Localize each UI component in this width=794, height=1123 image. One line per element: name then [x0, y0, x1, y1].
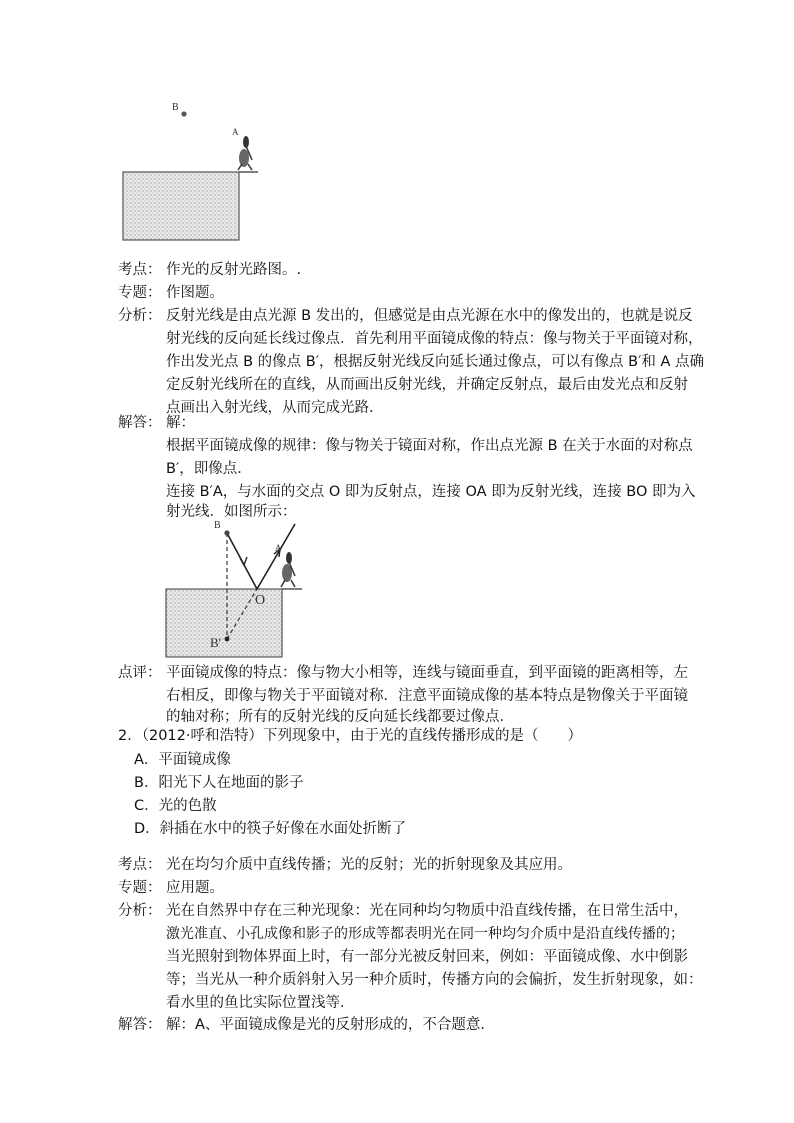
q1-fenxi-line: 作出发光点 B 的像点 B′，根据反射光线反向延长通过像点，可以有像点 B′和 A 点确	[166, 354, 704, 370]
q2-kaodian-text: 光在均匀介质中直线传播；光的反射；光的折射现象及其应用。	[166, 857, 572, 873]
q1-fenxi-line: 定反射光线所在的直线，从而画出反射光线，并确定反射点，最后由发光点和反射	[166, 377, 688, 393]
point-source-B	[181, 111, 186, 116]
q1-dianping-label: 点评：	[118, 665, 162, 681]
q1-jieda-label: 解答：	[118, 415, 162, 431]
label-O: O	[255, 593, 266, 608]
q2-fenxi-line: 等；当光从一种介质斜射入另一种介质时，传播方向的会偏折，发生折射现象，如：	[166, 972, 703, 988]
label-B: B	[172, 102, 179, 113]
q1-kaodian-label: 考点：	[118, 262, 162, 278]
q1-dianping-line: 的轴对称；所有的反射光线的反向延长线都要过像点．	[166, 709, 514, 725]
q1-zhuanti-label: 专题：	[118, 285, 162, 301]
q2-fenxi-line: 当光照射到物体界面上时，有一部分光被反射回来，例如：平面镜成像、水中倒影	[166, 949, 688, 965]
label-A: A	[275, 543, 282, 553]
q2-fenxi-line: 光在自然界中存在三种光现象：光在同种均匀物质中沿直线传播，在日常生活中，	[166, 903, 688, 919]
q2-fenxi-label: 分析：	[118, 903, 162, 919]
q1-dianping-line: 右相反，即像与物关于平面镜对称．注意平面镜成像的基本特点是物像关于平面镜	[166, 688, 688, 704]
label-Bprime: B′	[210, 635, 222, 650]
q1-fenxi-line: 反射光线是由点光源 B 发出的，但感觉是由点光源在水中的像发出的，也就是说反	[166, 308, 693, 324]
q2-fenxi-line: 激光准直、小孔成像和影子的形成等都表明光在同一种均匀介质中是沿直线传播的；	[166, 926, 684, 942]
q1-fenxi-line: 点画出入射光线，从而完成光路．	[166, 400, 384, 416]
q1-fenxi-line: 射光线的反向延长线过像点．首先利用平面镜成像的特点：像与物关于平面镜对称，	[166, 331, 703, 347]
q2-fenxi-line: 看水里的鱼比实际位置浅等．	[166, 995, 355, 1011]
image-point-Bprime	[225, 637, 230, 642]
q2-option-a: A．平面镜成像	[134, 752, 231, 768]
q1-kaodian-text: 作光的反射光路图。.	[166, 262, 302, 278]
q1-jieda-line: 解：	[166, 415, 195, 431]
person-A-icon	[281, 552, 295, 587]
q2-stem: 2．（2012·呼和浩特）下列现象中，由于光的直线传播形成的是（ ）	[118, 728, 582, 744]
figure-reflection-ray-diagram	[162, 518, 312, 663]
person-A-icon	[238, 136, 252, 170]
q1-zhuanti-text: 作图题。	[166, 285, 224, 301]
q1-fenxi-label: 分析：	[118, 308, 162, 324]
q2-jieda-text: 解：A、平面镜成像是光的反射形成的，不合题意．	[166, 1017, 495, 1033]
label-B: B	[214, 520, 221, 531]
q2-kaodian-label: 考点：	[118, 857, 162, 873]
q2-zhuanti-label: 专题：	[118, 880, 162, 896]
q1-dianping-line: 平面镜成像的特点：像与物大小相等，连线与镜面垂直，到平面镜的距离相等，左	[166, 665, 688, 681]
label-A: A	[232, 127, 239, 137]
q1-jieda-line: 射光线．如图所示：	[166, 504, 297, 520]
water-pool	[123, 172, 239, 240]
q2-zhuanti-text: 应用题。	[166, 880, 224, 896]
q2-option-d: D．斜插在水中的筷子好像在水面处折断了	[134, 821, 407, 837]
q2-option-b: B．阳光下人在地面的影子	[134, 775, 304, 791]
q1-jieda-line: B′，即像点．	[166, 461, 252, 477]
q2-jieda-label: 解答：	[118, 1017, 162, 1033]
q2-option-c: C．光的色散	[134, 798, 217, 814]
q1-jieda-line: 根据平面镜成像的规律：像与物关于镜面对称，作出点光源 B 在关于水面的对称点	[166, 438, 693, 454]
point-source-B	[224, 530, 229, 535]
q1-jieda-line: 连接 B′A，与水面的交点 O 即为反射点，连接 OA 即为反射光线，连接 BO 即为入	[166, 484, 696, 500]
figure-pool-initial	[118, 98, 263, 244]
